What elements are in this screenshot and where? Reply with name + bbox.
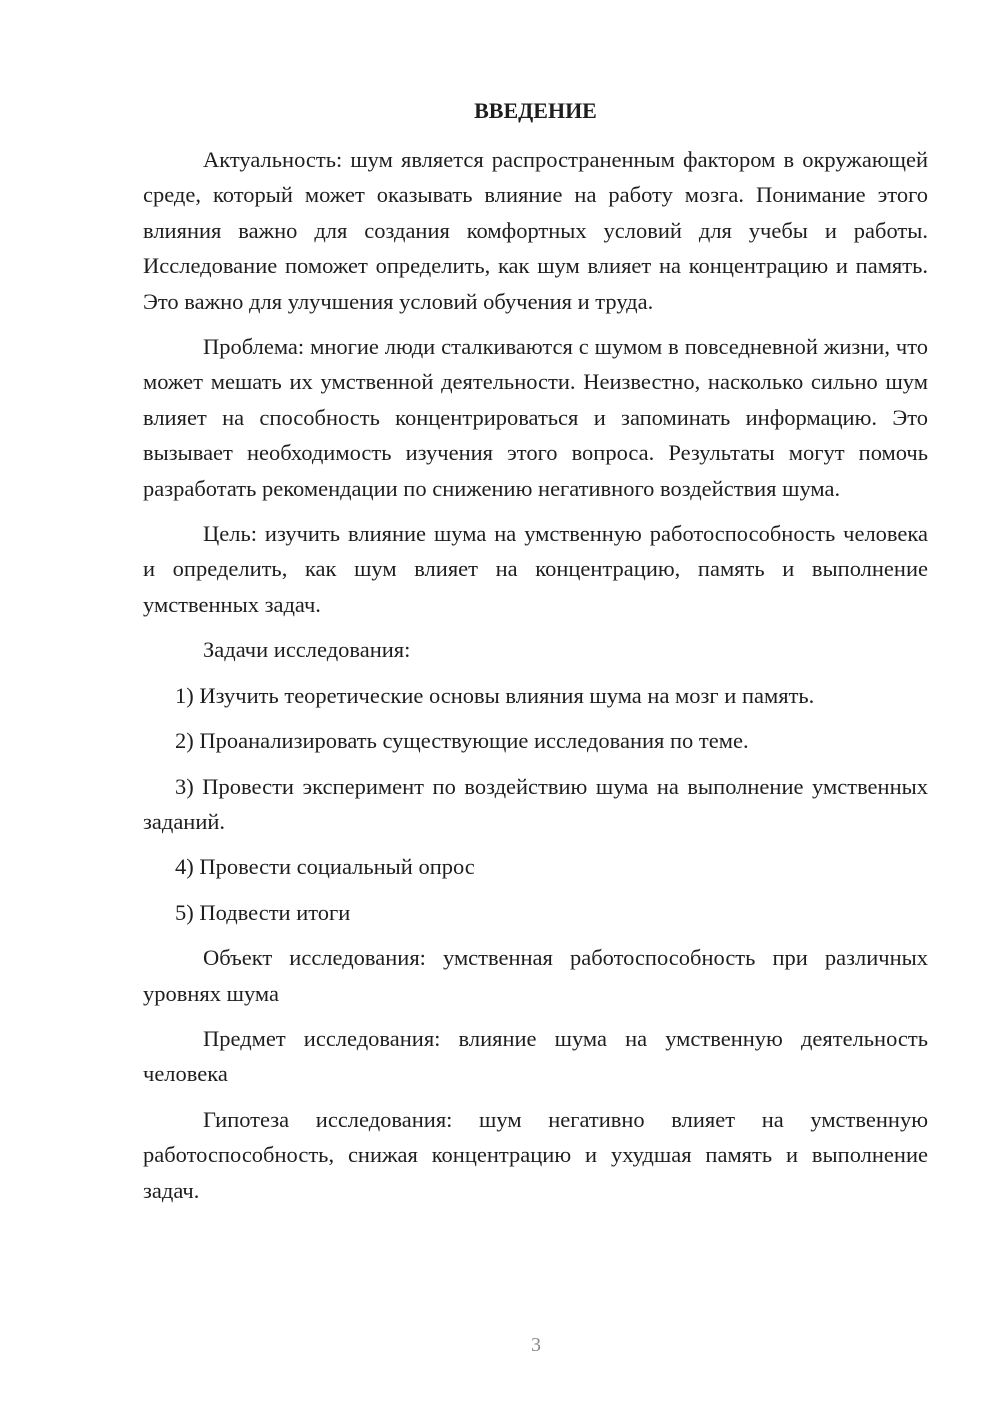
document-body (143, 142, 928, 1208)
page-title: ВВЕДЕНИЕ (474, 98, 597, 123)
task-item-4: 4) Провести социальный опрос (175, 854, 475, 880)
paragraph-relevance: Актуальность: шум является распространенным фактором в окружающей среде, который может оказывать влияние на работу мозга. Понимание этого влияния важно для создания комфортных условий для учебы и работы. Исследование поможет определить, как шум влияет на концентрацию и память. Это важно для улучшения условий обучения и труда. (143, 147, 928, 314)
task-item-1: 1) Изучить теоретические основы влияния шума на мозг и память. (175, 682, 815, 708)
task-item-2: 2) Проанализировать существующие исследования по теме. (175, 728, 749, 754)
paragraph-tasks-heading: Задачи исследования: (203, 637, 411, 663)
task-item-5: 5) Подвести итоги (175, 899, 351, 925)
page-number: 3 (531, 1334, 541, 1356)
paragraph-hypothesis: Гипотеза исследования: шум негативно влияет на умственную работоспособность, снижая концентрацию и ухудшая память и выполнение задач. (143, 1106, 928, 1203)
paragraph-object: Объект исследования: умственная работоспособность при различных уровнях шума (143, 945, 928, 1006)
paragraph-problem: Проблема: многие люди сталкиваются с шумом в повседневной жизни, что может мешать их умственной деятельности. Неизвестно, насколько сильно шум влияет на способность концентрироваться и запоминать информацию. Это вызывает необходимость изучения этого вопроса. Результаты могут помочь разработать рекомендации по снижению негативного воздействия шума. (143, 334, 928, 501)
paragraph-subject: Предмет исследования: влияние шума на умственную деятельность человека (143, 1025, 928, 1087)
paragraph-goal: Цель: изучить влияние шума на умственную работоспособность человека и определить, как шум влияет на концентрацию, память и выполнение умственных задач. (143, 521, 928, 617)
task-item-3: 3) Провести эксперимент по воздействию шума на выполнение умственных заданий. (143, 773, 928, 834)
